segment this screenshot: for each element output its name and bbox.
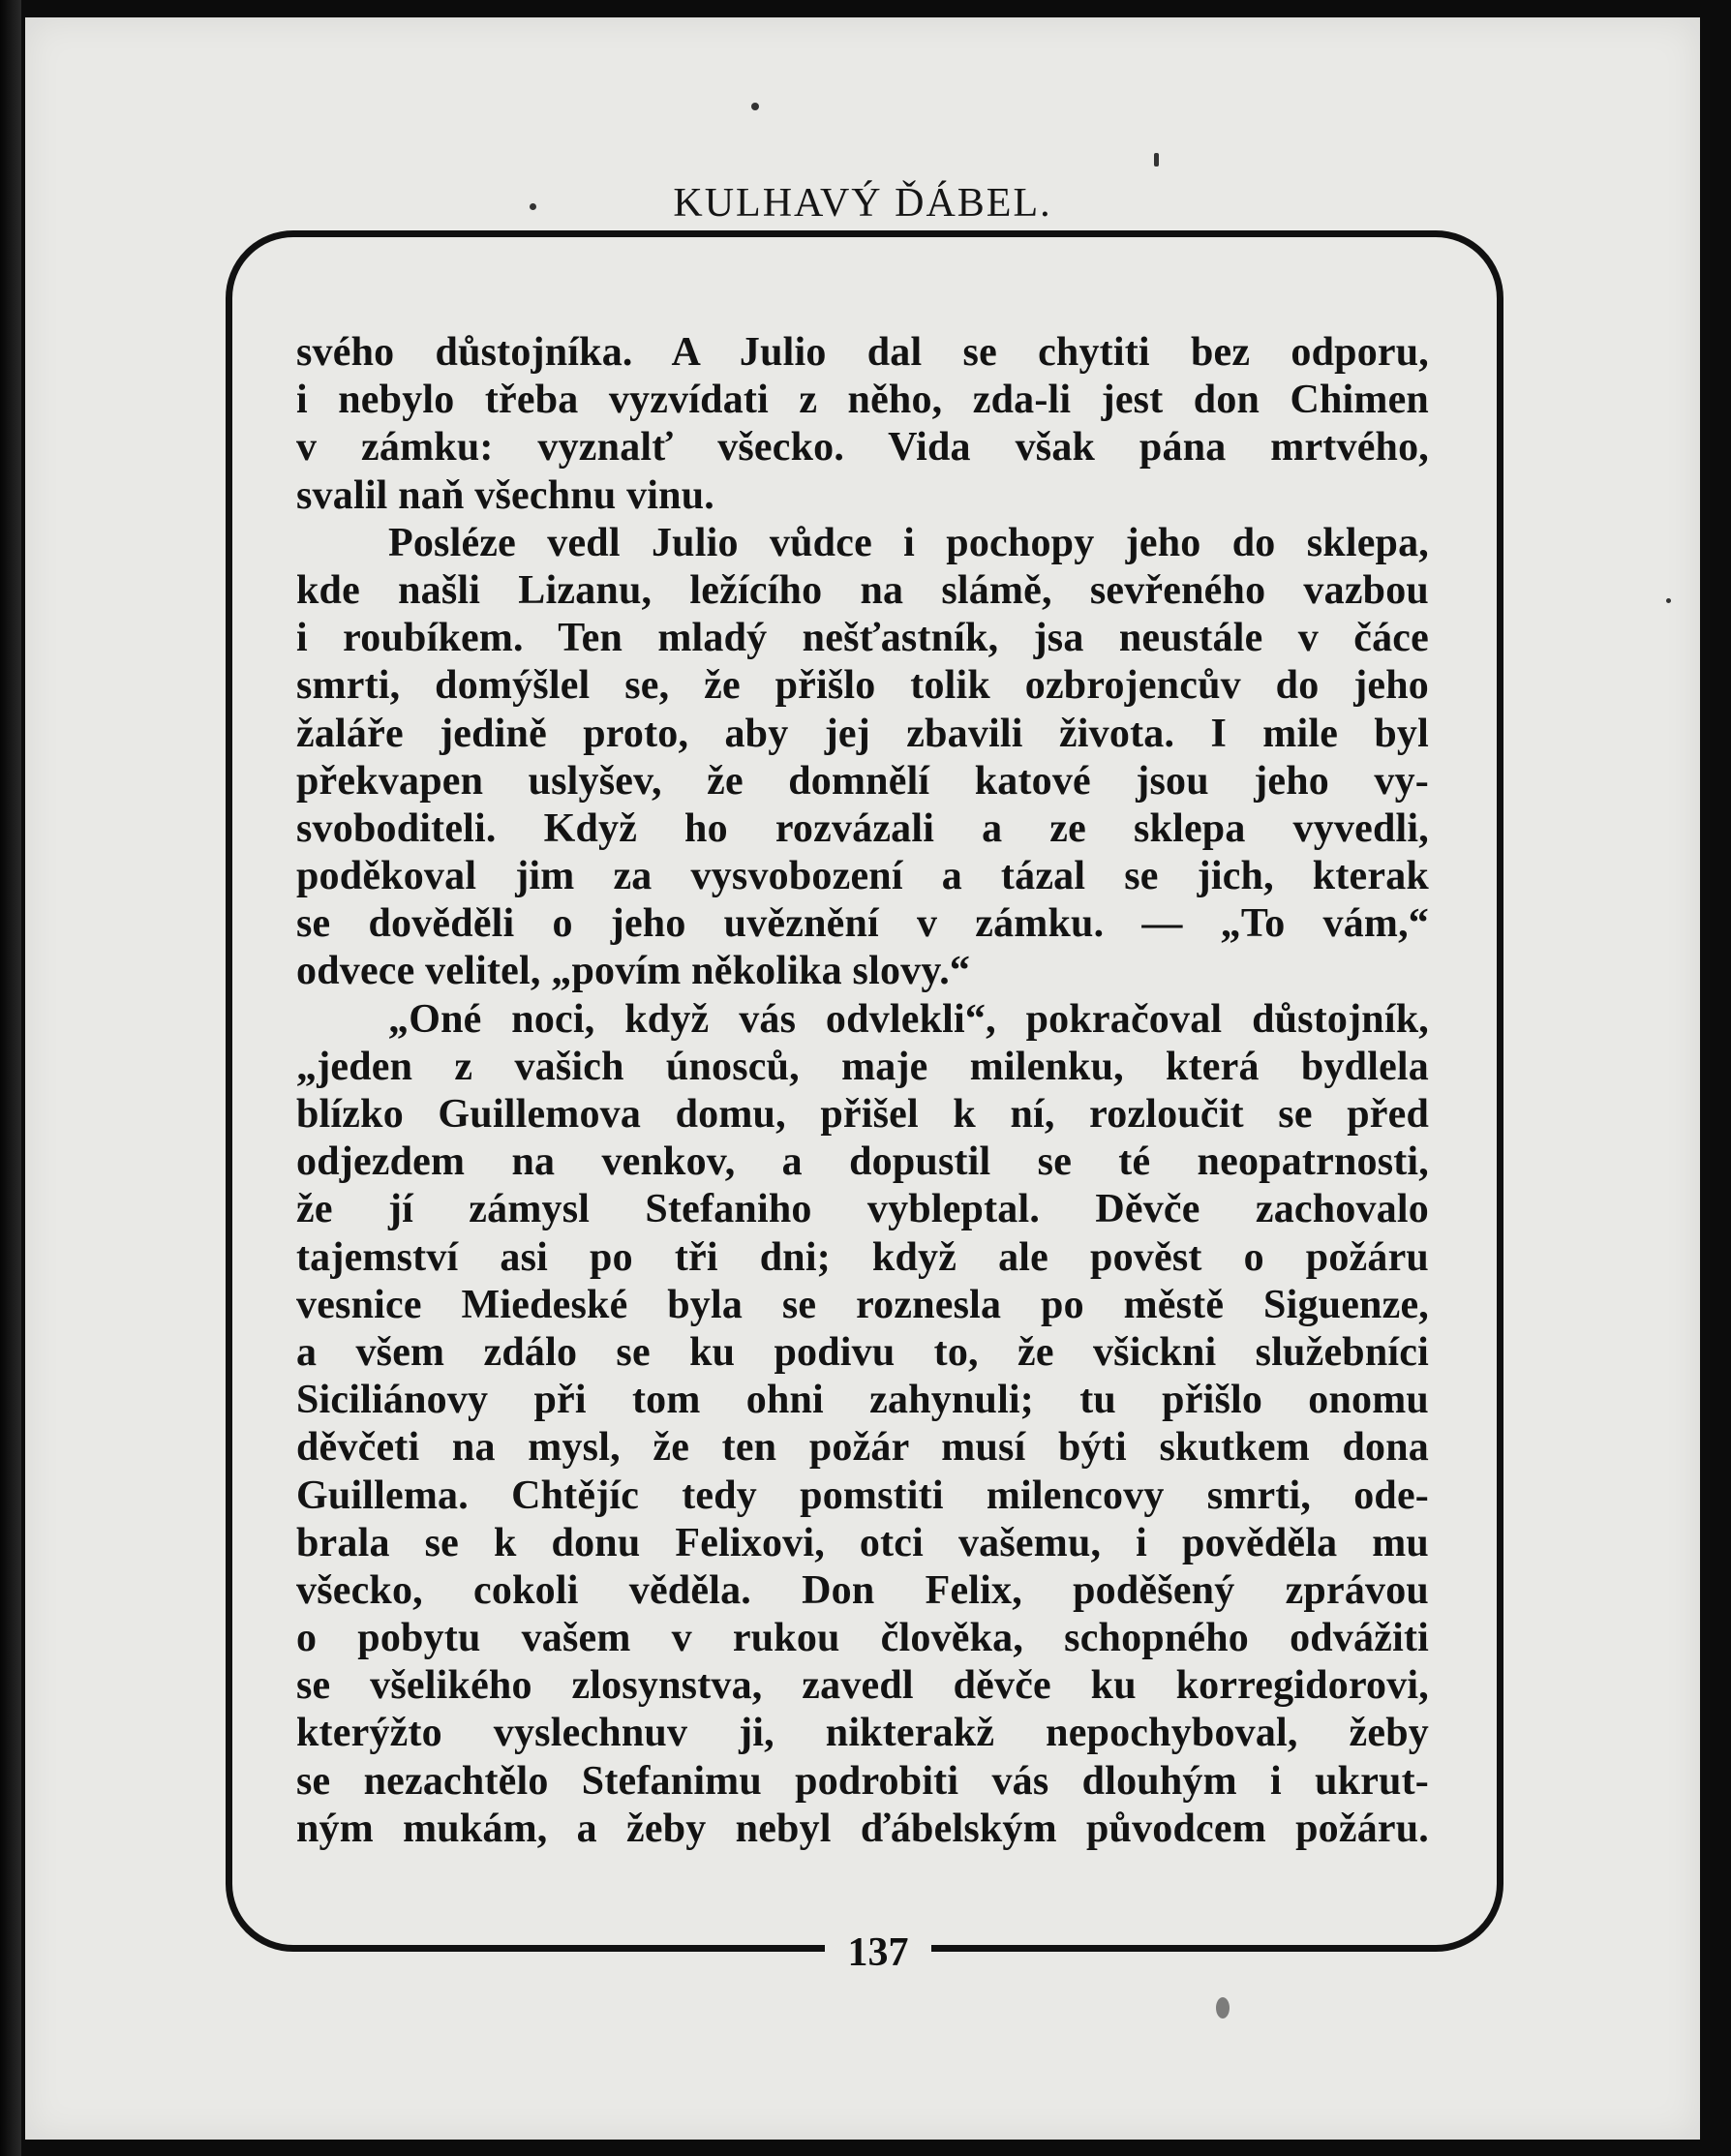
text-line: o pobytu vašem v rukou člověka, schopného odvážiti [296,1616,1429,1661]
text-line: ným mukám, a žeby nebyl ďábelským původcem požáru. [296,1806,1429,1851]
text-line: svoboditeli. Když ho rozvázali a ze sklepa vyvedli, [296,805,1429,851]
text-line: vesnice Miedeské byla se roznesla po městě Siguenze, [296,1282,1429,1327]
text-line: poděkoval jim za vysvobození a tázal se jich, kterak [296,854,1429,899]
text-line: že jí zámysl Stefaniho vybleptal. Děvče zachovalo [296,1187,1429,1232]
text-line: smrti, domýšlel se, že přišlo tolik ozbrojencův do jeho [296,663,1429,709]
running-head: KULHAVÝ ĎÁBEL. [673,181,1052,226]
text-line: tajemství asi po tři dni; když ale pověst o požáru [296,1234,1429,1280]
text-line: překvapen uslyšev, že domnělí katové jsou jeho vy- [296,758,1429,804]
text-line: se všelikého zlosynstva, zavedl děvče ku korregidorovi, [296,1663,1429,1709]
text-line: žaláře jedině proto, aby jej zbavili života. I mile byl [296,711,1429,756]
text-line: v zámku: vyznalť všecko. Vida však pána mrtvého, [296,425,1429,471]
text-line: i roubíkem. Ten mladý nešťastník, jsa neustále v čáce [296,616,1429,661]
text-line: Guillema. Chtějíc tedy pomstiti milencovy smrti, ode- [296,1473,1429,1518]
text-line: Siciliánovy při tom ohni zahynuli; tu přišlo onomu [296,1378,1429,1423]
ink-speck [1154,153,1159,167]
page-edge-shadow [0,0,21,2156]
ink-speck [530,203,536,210]
text-line: kterýžto vyslechnuv ji, nikterakž nepochyboval, žeby [296,1711,1429,1756]
text-line: všecko, cokoli věděla. Don Felix, poděšený zprávou [296,1567,1429,1613]
text-line: i nebylo třeba vyzvídati z něho, zda-li jest don Chimen [296,378,1429,423]
ink-speck [1666,598,1671,603]
ink-speck [1216,1997,1230,2019]
text-line: „jeden z vašich únosců, maje milenku, která bydlela [296,1044,1429,1089]
ink-speck [751,103,759,110]
text-line: svalil naň všechnu vinu. [296,472,714,518]
text-line: Posléze vedl Julio vůdce i pochopy jeho do sklepa, [388,520,1429,565]
text-line: děvčeti na mysl, že ten požár musí býti skutkem dona [296,1425,1429,1471]
page-number: 137 [847,1930,909,1975]
text-line: blízko Guillemova domu, přišel k ní, rozloučit se před [296,1092,1429,1137]
text-line: „Oné noci, když vás odvlekli“, pokračoval důstojník, [388,996,1429,1042]
text-line: svého důstojníka. A Julio dal se chytiti bez odporu, [296,330,1429,375]
text-line: odjezdem na venkov, a dopustil se té neopatrnosti, [296,1139,1429,1185]
text-line: se dověděli o jeho uvěznění v zámku. — „To vám,“ [296,901,1429,947]
body-text [296,329,1429,1853]
text-line: se nezachtělo Stefanimu podrobiti vás dlouhým i ukrut- [296,1758,1429,1804]
book-page [25,17,1700,2140]
text-line: kde našli Lizanu, ležícího na slámě, sevřeného vazbou [296,567,1429,613]
text-line: a všem zdálo se ku podivu to, že všickni služebníci [296,1329,1429,1375]
text-line: odvece velitel, „povím několika slovy.“ [296,949,971,994]
text-line: brala se k donu Felixovi, otci vašemu, i pověděla mu [296,1520,1429,1565]
